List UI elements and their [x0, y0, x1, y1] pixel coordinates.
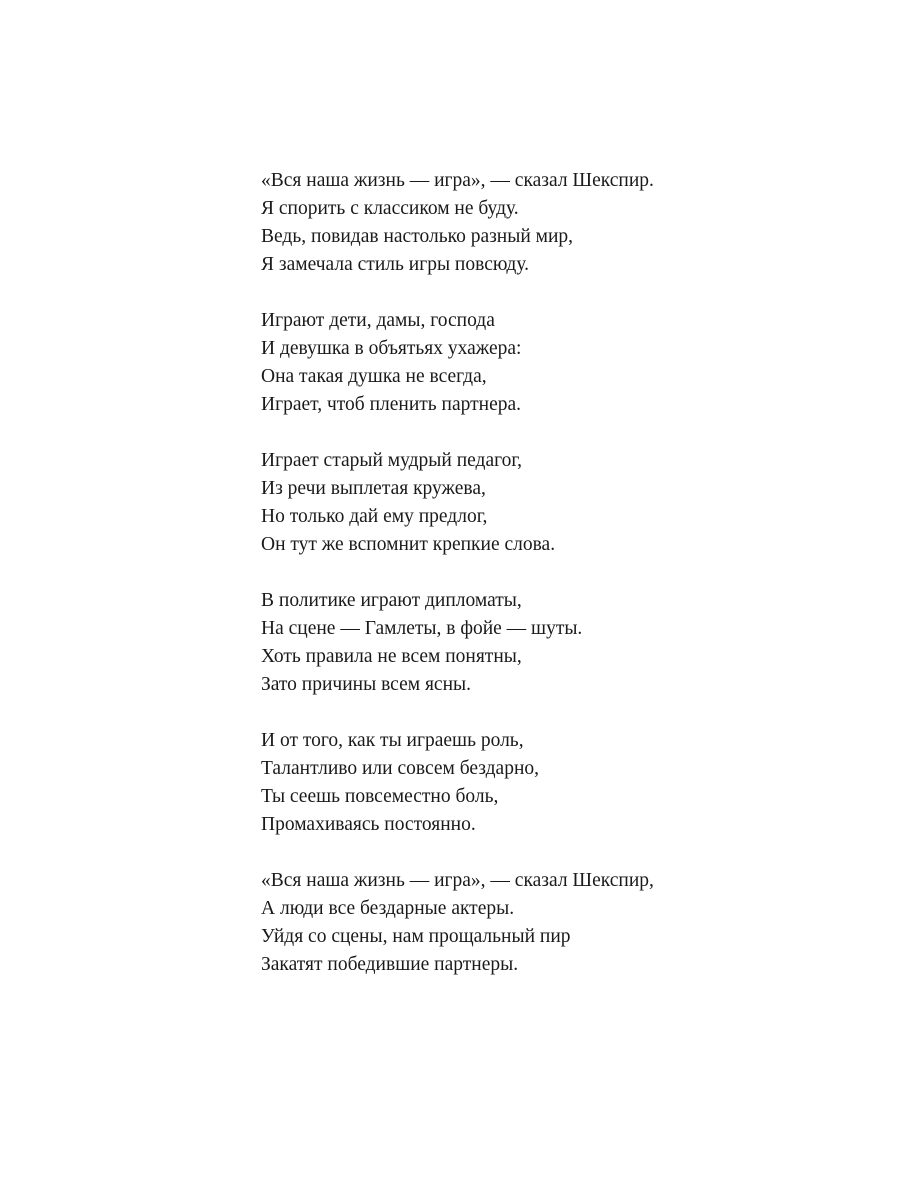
- stanza-4: [261, 587, 821, 699]
- poem-line: «Вся наша жизнь — игра», — сказал Шекспир,: [261, 870, 654, 891]
- poem-line: И девушка в объятьях ухажера:: [261, 338, 522, 359]
- stanza-3: [261, 447, 821, 559]
- poem-line: Из речи выплетая кружева,: [261, 478, 486, 499]
- poem-line: Играют дети, дамы, господа: [261, 310, 495, 331]
- poem-line: Играет, чтоб пленить партнера.: [261, 394, 522, 415]
- poem-line: Хоть правила не всем понятны,: [261, 646, 522, 667]
- poem-line: И от того, как ты играешь роль,: [261, 730, 524, 751]
- poem-line: Он тут же вспомнит крепкие слова.: [261, 534, 556, 555]
- poem-line: Ты сеешь повсеместно боль,: [261, 786, 499, 807]
- poem-line: Промахиваясь постоянно.: [261, 814, 476, 835]
- poem-line: На сцене — Гамлеты, в фойе — шуты.: [261, 618, 583, 639]
- poem-line: «Вся наша жизнь — игра», — сказал Шекспир.: [261, 170, 654, 191]
- poem-line: В политике играют дипломаты,: [261, 590, 522, 611]
- poem-text: [261, 167, 821, 1007]
- poem-line: Я замечала стиль игры повсюду.: [261, 254, 530, 275]
- poem-line: Закатят победившие партнеры.: [261, 954, 519, 975]
- poem-line: Я спорить с классиком не буду.: [261, 198, 519, 219]
- poem-line: Талантливо или совсем бездарно,: [261, 758, 540, 779]
- poem-line: Но только дай ему предлог,: [261, 506, 488, 527]
- poem-line: Зато причины всем ясны.: [261, 674, 471, 695]
- stanza-2: [261, 307, 821, 419]
- stanza-1: [261, 167, 821, 279]
- stanza-6: [261, 867, 821, 979]
- poem-line: Играет старый мудрый педагог,: [261, 450, 523, 471]
- stanza-5: [261, 727, 821, 839]
- poem-line: Уйдя со сцены, нам прощальный пир: [261, 926, 571, 947]
- poem-line: Ведь, повидав настолько разный мир,: [261, 226, 574, 247]
- poem-line: Она такая душка не всегда,: [261, 366, 487, 387]
- poem-line: А люди все бездарные актеры.: [261, 898, 515, 919]
